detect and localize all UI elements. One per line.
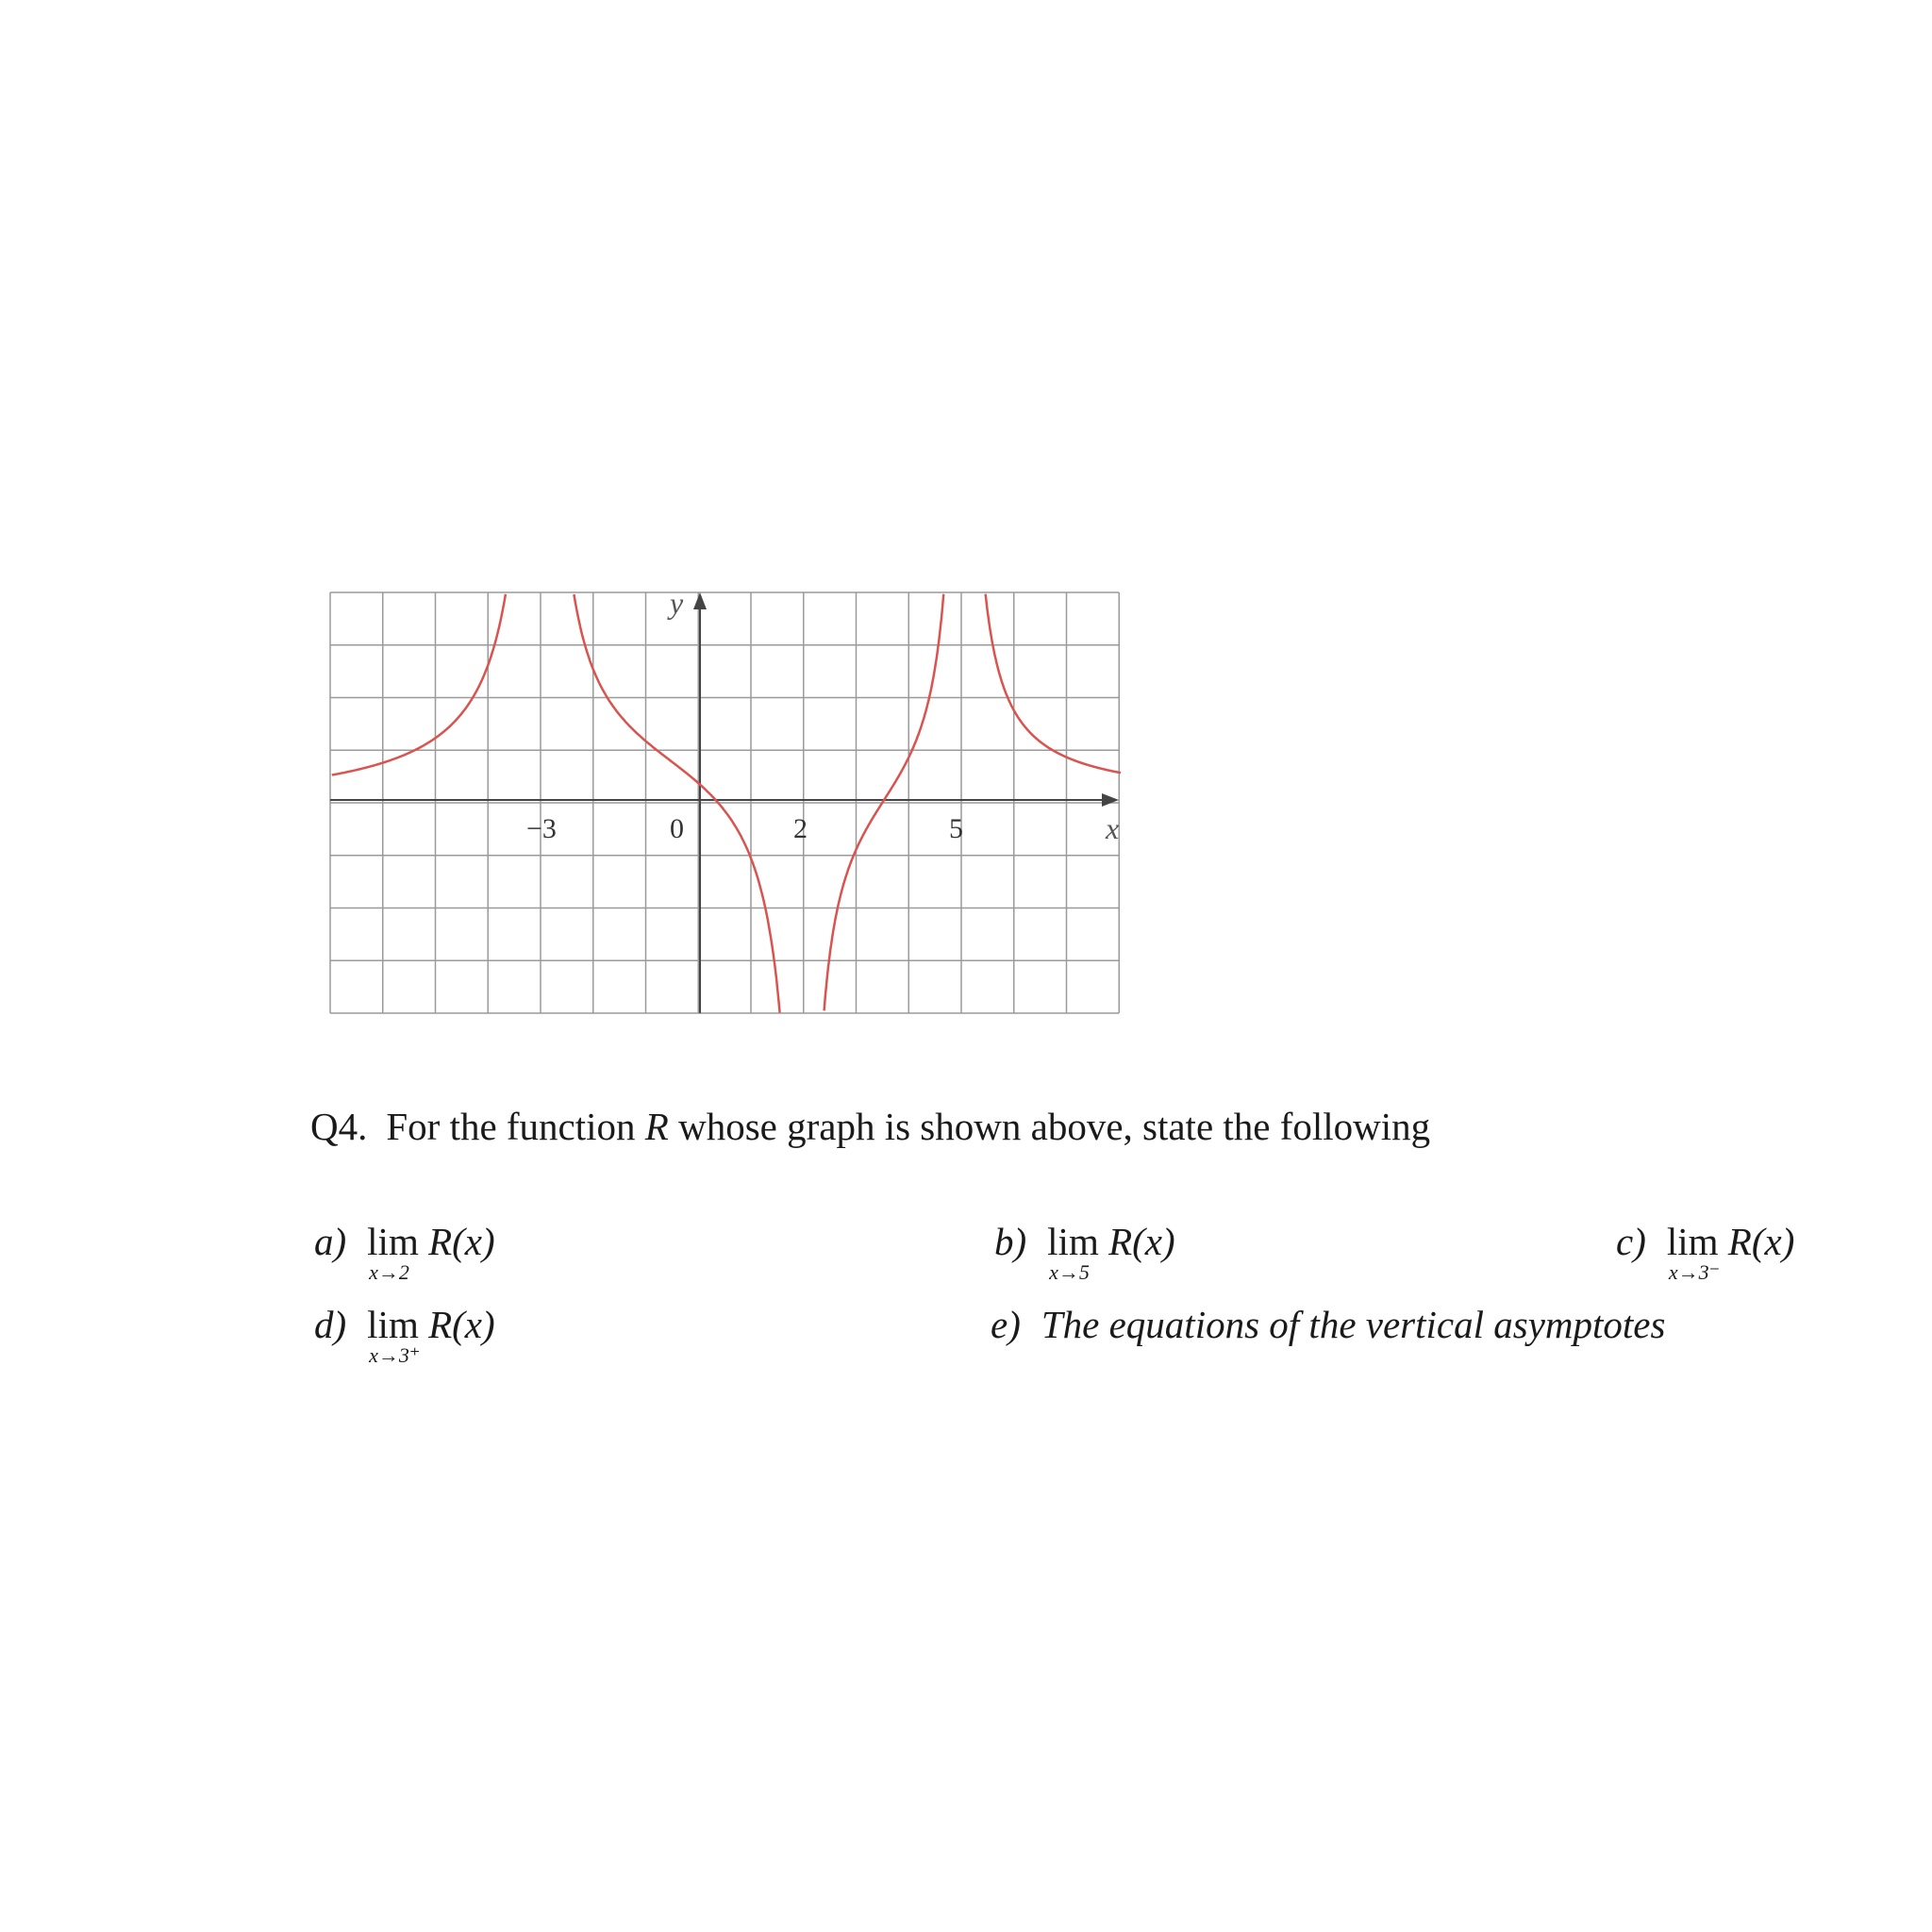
- curve-branch-right: [986, 594, 1121, 774]
- item-c-expression: [1666, 1219, 1721, 1284]
- lim-operator: lim: [1666, 1220, 1719, 1263]
- x-axis-arrow: [1102, 793, 1119, 807]
- question-text-after: whose graph is shown above, state the following: [678, 1105, 1431, 1148]
- lim-operator: lim: [1047, 1220, 1099, 1263]
- item-b: [994, 1219, 1175, 1284]
- y-axis-label: y: [670, 586, 684, 620]
- tick-label-2: 2: [793, 813, 808, 844]
- function-name: R: [644, 1105, 669, 1148]
- item-e-text: The equations of the vertical asymptotes: [1041, 1303, 1666, 1346]
- curve-branch-left: [332, 594, 506, 775]
- question-number: Q4.: [310, 1105, 368, 1148]
- lim-operator: lim: [367, 1303, 419, 1346]
- lim-subscript: x→2: [369, 1260, 409, 1284]
- lim-operator: lim: [367, 1220, 419, 1263]
- lim-subscript: x→3⁻: [1668, 1260, 1721, 1284]
- question-text: [310, 1104, 1430, 1149]
- item-b-expression: [1047, 1219, 1099, 1284]
- item-c-label: c): [1616, 1220, 1646, 1263]
- item-a-function: R(x): [428, 1220, 495, 1263]
- item-b-label: b): [994, 1220, 1027, 1263]
- item-c: [1616, 1219, 1795, 1284]
- item-c-function: R(x): [1727, 1220, 1795, 1263]
- item-e: [991, 1302, 1665, 1347]
- axes: [330, 586, 1119, 1013]
- question-text-before: For the function: [386, 1105, 636, 1148]
- item-a-expression: [367, 1219, 419, 1284]
- lim-subscript: x→5: [1049, 1260, 1090, 1284]
- item-a-label: a): [314, 1220, 347, 1263]
- y-axis-arrow: [693, 592, 707, 609]
- tick-label-minus-3: −3: [526, 813, 557, 844]
- item-d-expression: [367, 1302, 421, 1367]
- item-b-function: R(x): [1108, 1220, 1175, 1263]
- item-d: [314, 1302, 495, 1367]
- item-a: [314, 1219, 495, 1284]
- grid-lines: [330, 592, 1119, 1013]
- item-d-function: R(x): [428, 1303, 495, 1346]
- tick-label-5: 5: [949, 813, 963, 844]
- lim-subscript: x→3⁺: [369, 1343, 421, 1367]
- tick-label-0: 0: [670, 813, 684, 844]
- item-e-label: e): [991, 1303, 1021, 1346]
- x-axis-label: x: [1106, 811, 1120, 845]
- item-d-label: d): [314, 1303, 347, 1346]
